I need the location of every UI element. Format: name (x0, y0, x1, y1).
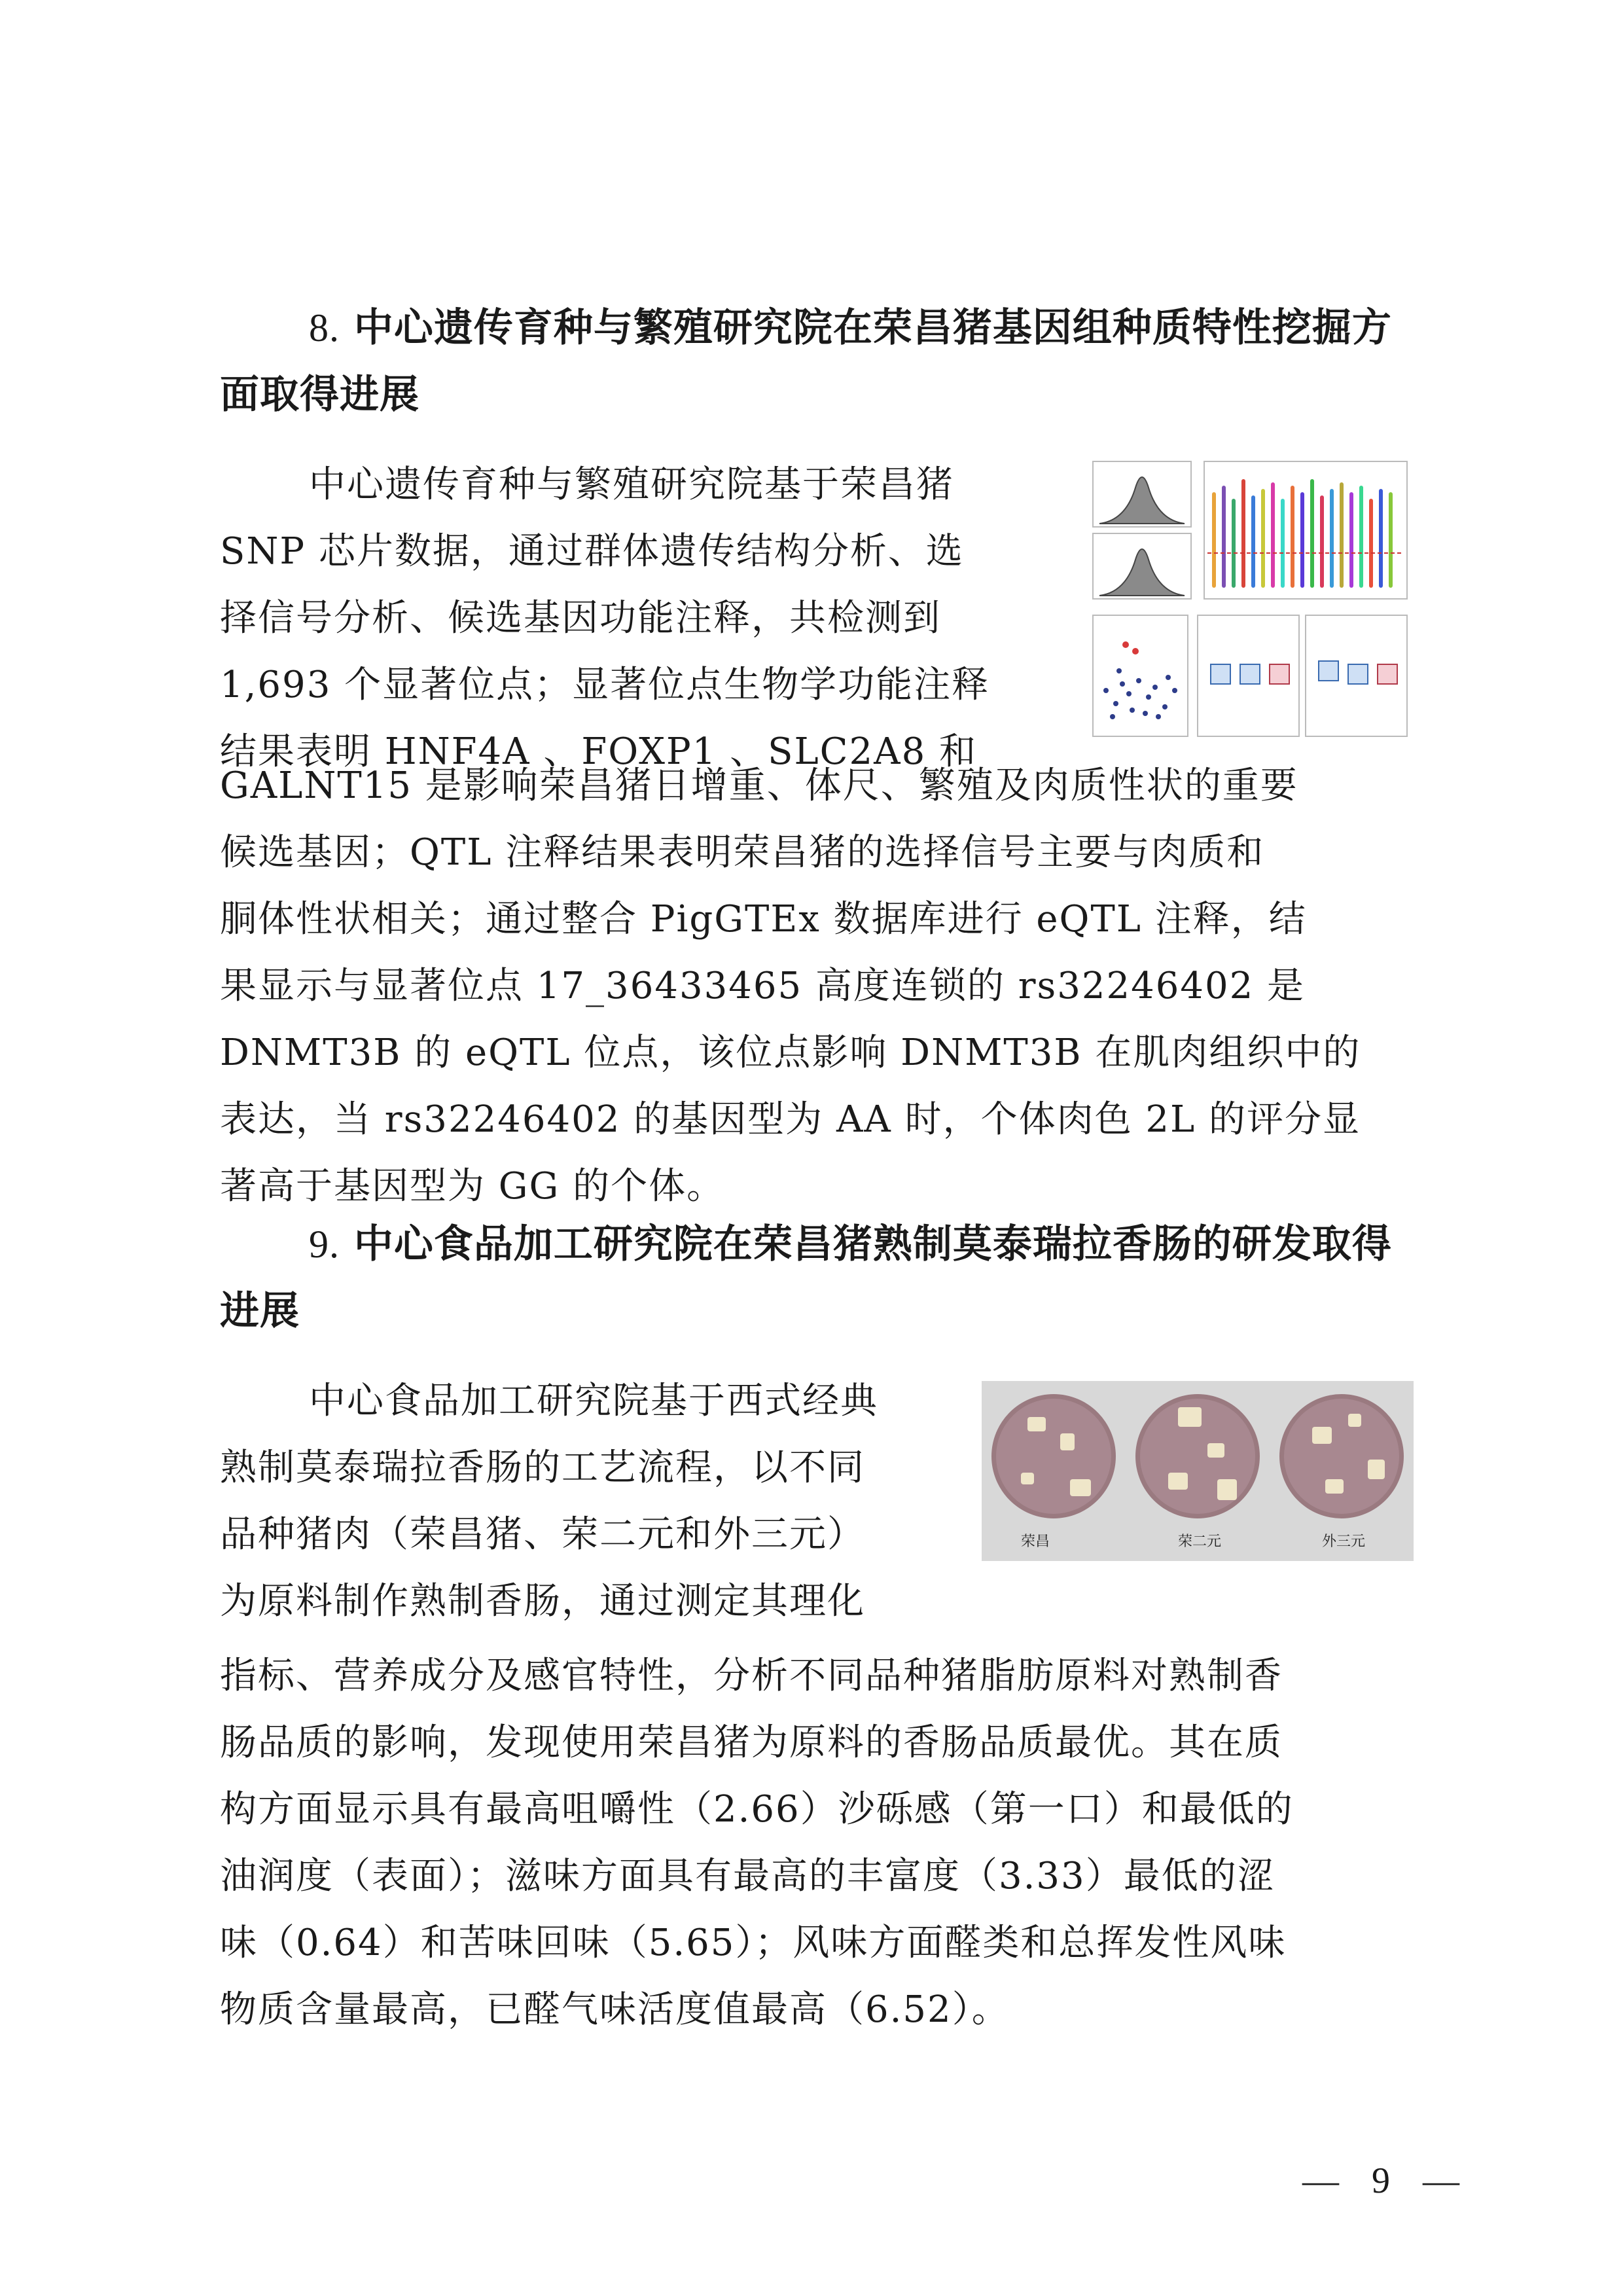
page-number: 9 (1372, 2161, 1402, 2201)
text-line: 候选基因；QTL 注释结果表明荣昌猪的选择信号主要与肉质和 (220, 831, 1265, 874)
text-line: 品种猪肉（荣昌猪、荣二元和外三元） (220, 1513, 865, 1556)
text-line: 物质含量最高，已醛气味活度值最高（6.52）。 (220, 1988, 1010, 2031)
text-line: 结果表明 HNF4A 、FOXP1 、SLC2A8 和 (220, 730, 978, 773)
section-8-heading (220, 295, 1411, 428)
page-footer: — 9 — (1302, 2161, 1471, 2201)
sausage-slices-photo (982, 1381, 1414, 1561)
text-line: 中心食品加工研究院基于西式经典 (309, 1380, 878, 1422)
text-line: 构方面显示具有最高咀嚼性（2.66）沙砾感（第一口）和最低的 (220, 1788, 1294, 1831)
text-line: 为原料制作熟制香肠，通过测定其理化 (220, 1580, 865, 1623)
text-line: 肠品质的影响，发现使用荣昌猪为原料的香肠品质最优。其在质 (220, 1721, 1283, 1764)
label-waisanyuan: 外三元 (1322, 1534, 1366, 1550)
text-line: 味（0.64）和苦味回味（5.65）；风味方面醛类和总挥发性风味 (220, 1922, 1287, 1964)
sausage-slices-icon (982, 1381, 1414, 1561)
section-8-number: 8. (309, 306, 340, 350)
text-line: SNP 芯片数据，通过群体遗传结构分析、选 (220, 530, 964, 573)
text-line: 胴体性状相关；通过整合 PigGTEx 数据库进行 eQTL 注释，结 (220, 898, 1307, 941)
text-line: 熟制莫泰瑞拉香肠的工艺流程，以不同 (220, 1446, 865, 1489)
section-9-paragraph-top (220, 1368, 966, 1635)
section-8-paragraph-top (220, 452, 1058, 785)
section-8-paragraph-bottom (220, 753, 1411, 1220)
section-9-title: 中心食品加工研究院在荣昌猪熟制莫泰瑞拉香肠的研发取得进展 (220, 1221, 1392, 1334)
text-line: 表达，当 rs32246402 的基因型为 AA 时，个体肉色 2L 的评分显 (220, 1098, 1361, 1141)
section-9-paragraph-bottom (220, 1643, 1411, 2043)
genomic-analysis-figure (1086, 455, 1414, 743)
label-rongeryuan: 荣二元 (1178, 1534, 1222, 1550)
section-9-heading (220, 1211, 1411, 1344)
section-9-number: 9. (309, 1223, 340, 1266)
text-line: 1,693 个显著位点；显著位点生物学功能注释 (220, 664, 990, 706)
genomic-analysis-icon (1086, 455, 1414, 743)
text-line: GALNT15 是影响荣昌猪日增重、体尺、繁殖及肉质性状的重要 (220, 764, 1298, 807)
text-line: 中心遗传育种与繁殖研究院基于荣昌猪 (309, 463, 954, 506)
text-line: DNMT3B 的 eQTL 位点，该位点影响 DNMT3B 在肌肉组织中的 (220, 1031, 1361, 1074)
section-8-title: 中心遗传育种与繁殖研究院在荣昌猪基因组种质特性挖掘方面取得进展 (220, 305, 1392, 418)
text-line: 果显示与显著位点 17_36433465 高度连锁的 rs32246402 是 (220, 965, 1306, 1007)
text-line: 择信号分析、候选基因功能注释，共检测到 (220, 597, 941, 639)
text-line: 指标、营养成分及感官特性，分析不同品种猪脂肪原料对熟制香 (220, 1655, 1283, 1697)
label-rongchang: 荣昌 (1021, 1534, 1050, 1550)
text-line: 油润度（表面）；滋味方面具有最高的丰富度（3.33）最低的涩 (220, 1855, 1275, 1897)
text-line: 著高于基因型为 GG 的个体。 (220, 1165, 725, 1208)
